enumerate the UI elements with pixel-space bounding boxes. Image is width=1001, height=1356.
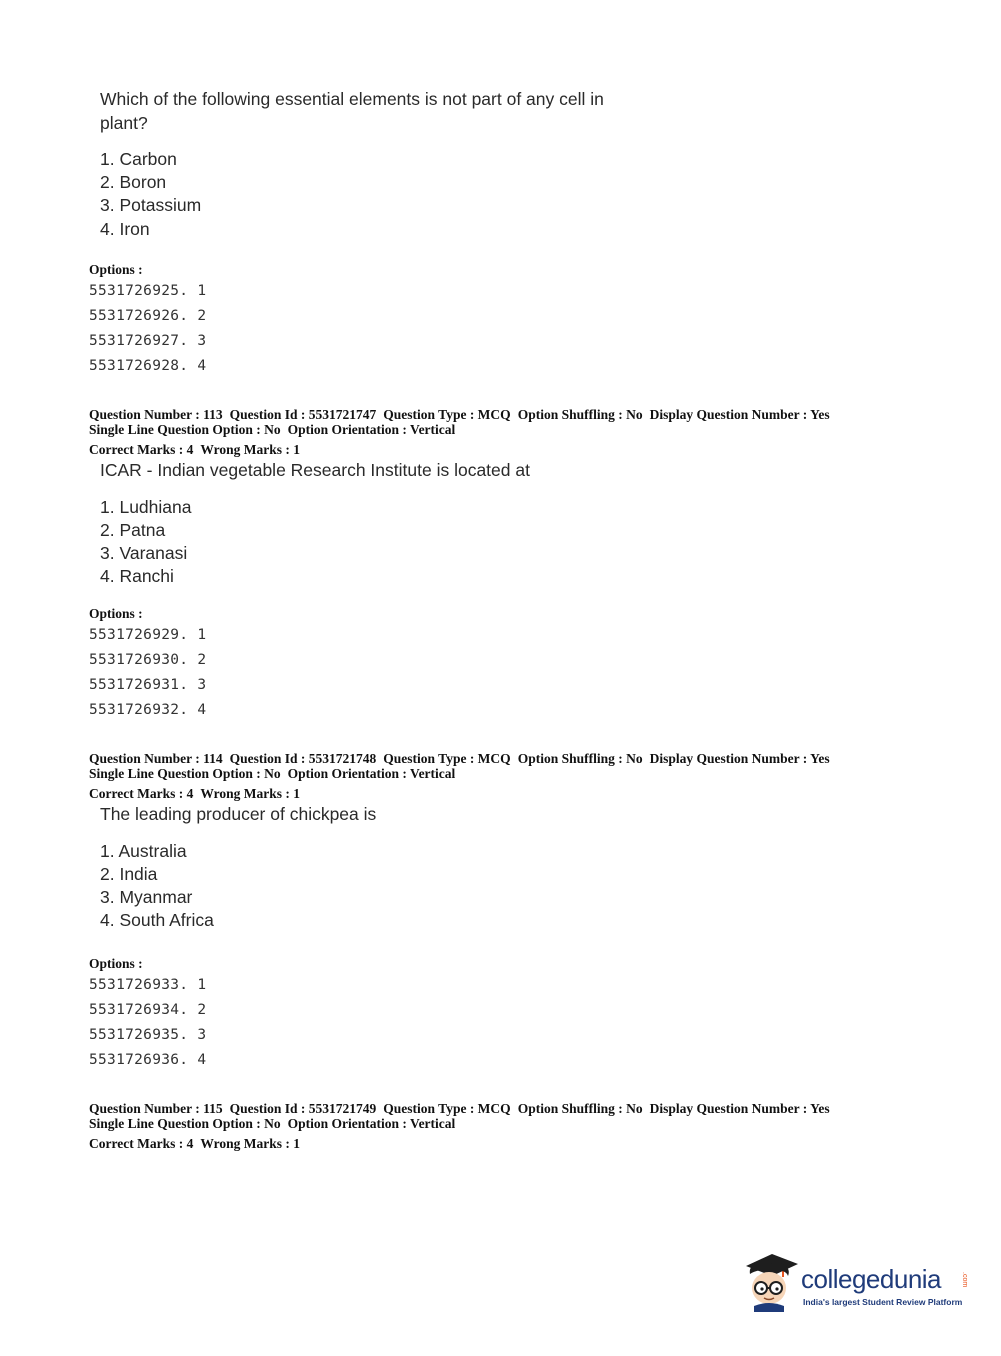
q114-choice-4: 4. South Africa (100, 910, 214, 930)
q115-correct-marks: Correct Marks : 4 (89, 1136, 194, 1151)
q115-single-line-option: Single Line Question Option : No (89, 1116, 281, 1131)
q112-choice-4: 4. Iron (100, 219, 150, 239)
q113-option-orientation: Option Orientation : Vertical (287, 422, 456, 437)
q113-option-shuffling: Option Shuffling : No (517, 407, 643, 422)
q113-meta-line1 (89, 407, 837, 422)
q113-wrong-marks: Wrong Marks : 1 (200, 442, 300, 457)
q114-wrong-marks: Wrong Marks : 1 (200, 786, 300, 801)
q115-meta-line1 (89, 1101, 837, 1116)
question-112-text-line1: Which of the following essential elements is not part of any cell in (100, 89, 604, 109)
q112-choice-3: 3. Potassium (100, 195, 202, 215)
q113-question-type: Question Type : MCQ (383, 407, 511, 422)
q114-option-3: 5531726935. 3 (89, 1027, 207, 1043)
q114-option-4: 5531726936. 4 (89, 1052, 207, 1068)
q113-options-label: Options : (89, 606, 143, 621)
q114-option-2: 5531726934. 2 (89, 1002, 207, 1018)
q114-option-1: 5531726933. 1 (89, 977, 207, 993)
q112-option-3: 5531726927. 3 (89, 333, 207, 349)
mascot-icon (742, 1248, 800, 1316)
q113-marks (89, 442, 307, 457)
q115-question-id: Question Id : 5531721749 (229, 1101, 377, 1116)
q112-choice-2: 2. Boron (100, 172, 167, 192)
q114-question-type: Question Type : MCQ (383, 751, 511, 766)
q114-question-id: Question Id : 5531721748 (229, 751, 377, 766)
q113-option-4: 5531726932. 4 (89, 702, 207, 718)
q113-question-number: Question Number : 113 (89, 407, 223, 422)
logo-tagline: India's largest Student Review Platform (803, 1297, 963, 1307)
q113-correct-marks: Correct Marks : 4 (89, 442, 194, 457)
q112-option-2: 5531726926. 2 (89, 308, 207, 324)
q113-option-3: 5531726931. 3 (89, 677, 207, 693)
q114-choice-2: 2. India (100, 864, 158, 884)
q113-choice-2: 2. Patna (100, 520, 166, 540)
collegedunia-logo (742, 1248, 972, 1318)
q115-wrong-marks: Wrong Marks : 1 (200, 1136, 300, 1151)
q115-marks (89, 1136, 307, 1151)
q114-meta-line1 (89, 751, 837, 766)
q114-option-orientation: Option Orientation : Vertical (287, 766, 456, 781)
q115-meta-line2 (89, 1116, 462, 1131)
logo-domain-suffix: .com (961, 1272, 968, 1288)
q114-meta-line2 (89, 766, 462, 781)
q112-options-label: Options : (89, 262, 143, 277)
q113-choice-1: 1. Ludhiana (100, 497, 192, 517)
q115-display-number: Display Question Number : Yes (649, 1101, 830, 1116)
q113-display-number: Display Question Number : Yes (649, 407, 830, 422)
q113-question-id: Question Id : 5531721747 (229, 407, 377, 422)
q115-option-orientation: Option Orientation : Vertical (287, 1116, 456, 1131)
q114-question-number: Question Number : 114 (89, 751, 223, 766)
question-114-text: The leading producer of chickpea is (100, 804, 377, 824)
q112-option-4: 5531726928. 4 (89, 358, 207, 374)
q112-choice-1: 1. Carbon (100, 149, 177, 169)
q115-option-shuffling: Option Shuffling : No (517, 1101, 643, 1116)
q113-choice-4: 4. Ranchi (100, 566, 174, 586)
q114-option-shuffling: Option Shuffling : No (517, 751, 643, 766)
q114-choice-3: 3. Myanmar (100, 887, 193, 907)
q113-option-2: 5531726930. 2 (89, 652, 207, 668)
q114-options-label: Options : (89, 956, 143, 971)
q113-meta-line2 (89, 422, 462, 437)
q114-marks (89, 786, 307, 801)
q113-single-line-option: Single Line Question Option : No (89, 422, 281, 437)
q115-question-number: Question Number : 115 (89, 1101, 223, 1116)
q114-display-number: Display Question Number : Yes (649, 751, 830, 766)
q112-option-1: 5531726925. 1 (89, 283, 207, 299)
q113-choice-3: 3. Varanasi (100, 543, 188, 563)
logo-wordmark: collegedunia (801, 1264, 942, 1294)
q113-option-1: 5531726929. 1 (89, 627, 207, 643)
q115-question-type: Question Type : MCQ (383, 1101, 511, 1116)
q114-choice-1: 1. Australia (100, 841, 187, 861)
q114-correct-marks: Correct Marks : 4 (89, 786, 194, 801)
question-113-text: ICAR - Indian vegetable Research Institute is located at (100, 460, 530, 480)
q114-single-line-option: Single Line Question Option : No (89, 766, 281, 781)
question-112-text-line2: plant? (100, 113, 148, 133)
